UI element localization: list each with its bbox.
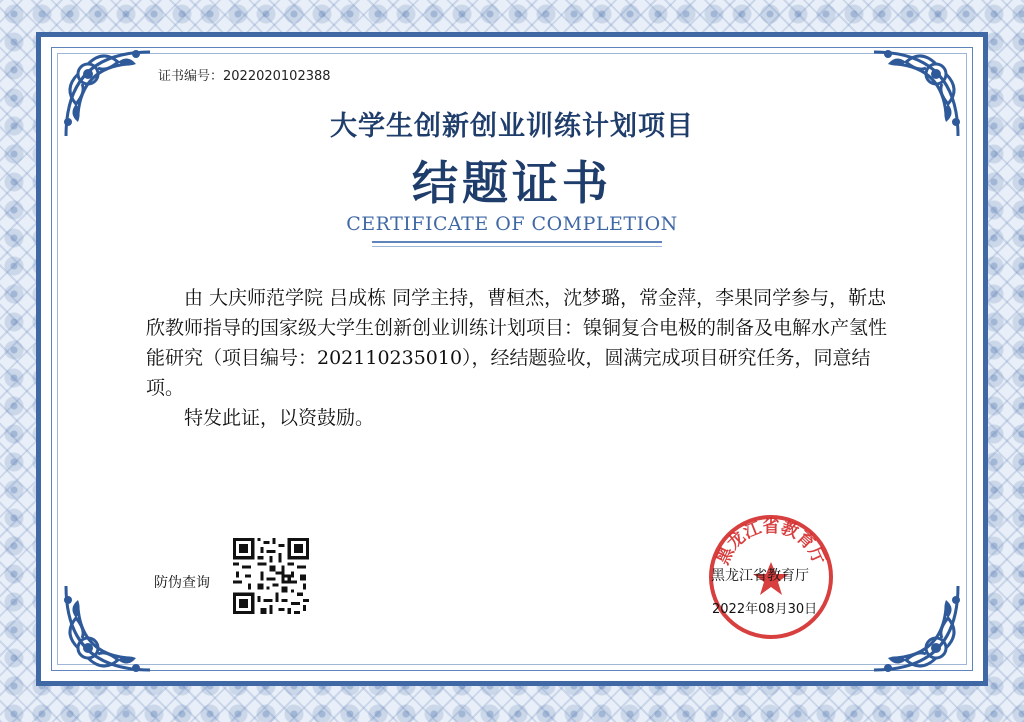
title-divider-thin <box>372 246 662 247</box>
certificate-body <box>146 283 896 433</box>
issuer-name: 黑龙江省教育厅 <box>711 568 809 584</box>
title-divider <box>372 241 662 243</box>
body-closing: 特发此证，以资鼓励。 <box>184 407 375 429</box>
seal-text: 黑龙江省教育厅 <box>713 517 829 568</box>
corner-ornament-icon <box>58 578 158 678</box>
certificate-subtitle: 大学生创新创业训练计划项目 <box>330 111 694 142</box>
anti-counterfeit-label: 防伪查询 <box>154 575 210 591</box>
certificate-title: 结题证书 <box>412 156 612 210</box>
body-paragraph: 由 大庆师范学院 吕成栋 同学主持，曹桓杰，沈梦璐，常金萍，李果同学参与，靳忠欣教师指导的国家级大学生创新创业训练计划项目：镍铜复合电极的制备及电解水产氢性能研究（项目编号：202110235010），经结题验收，圆满完成项目研究任务，同意结项。 <box>146 287 888 399</box>
corner-ornament-icon <box>866 578 966 678</box>
certificate-english-title: CERTIFICATE OF COMPLETION <box>346 213 678 235</box>
qr-code-icon[interactable] <box>233 538 309 614</box>
certificate-number: 证书编号：2022020102388 <box>158 69 331 84</box>
svg-text:黑龙江省教育厅 <box>713 516 829 568</box>
issue-date: 2022年08月30日 <box>712 602 818 617</box>
